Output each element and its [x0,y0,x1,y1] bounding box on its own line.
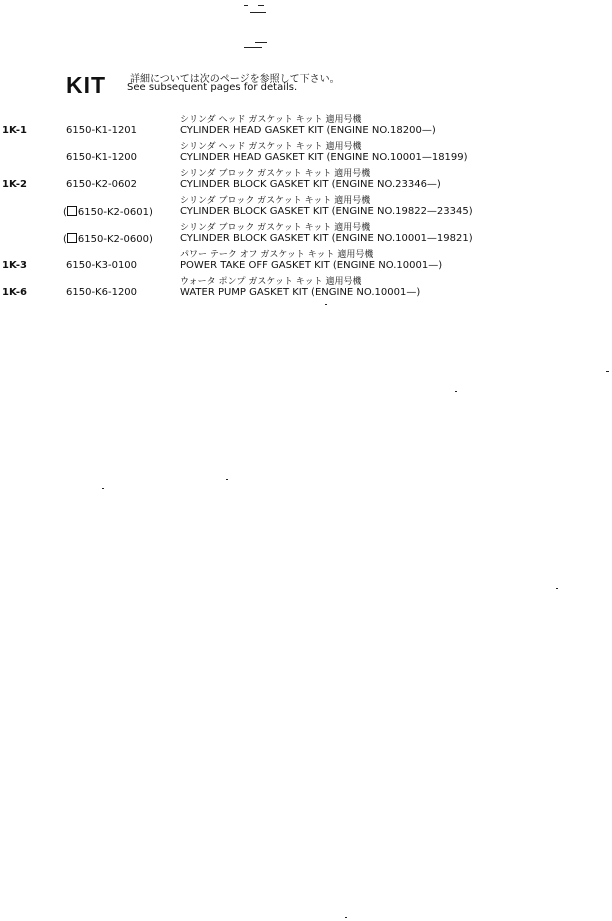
scan-speck [455,391,457,392]
part-number: 6150-K1-1200 [66,152,138,163]
japanese-note: 詳細については次のページを参照して下さい。 [130,74,340,85]
scan-speck [102,488,104,489]
part-description: WATER PUMP GASKET KIT (ENGINE NO.10001—) [180,287,421,298]
part-description: CYLINDER HEAD GASKET KIT (ENGINE NO.10001—18199) [180,152,468,163]
scan-speck [606,371,609,372]
english-note: See subsequent pages for details. [127,82,298,93]
part-number: 6150-K2-0602 [66,179,138,190]
scan-speck [244,47,262,48]
scan-speck [325,304,327,305]
scan-speck [258,5,264,6]
part-number: 6150-K2-0600) [77,234,153,245]
kana-description: シリンダ ブロック ガスケット キット 適用号機 [180,223,371,233]
part-number-wrapper: ( 6150-K2-0601) [63,207,153,218]
kit-row [0,166,612,193]
part-description: CYLINDER HEAD GASKET KIT (ENGINE NO.18200—) [180,125,436,136]
scan-speck [255,42,267,43]
kit-row [0,112,612,139]
part-number: 6150-K1-1201 [66,125,138,136]
checkbox-square-icon [67,233,77,243]
part-description: POWER TAKE OFF GASKET KIT (ENGINE NO.10001—) [180,260,443,271]
scan-speck [226,479,228,480]
page-title: KIT [66,72,107,98]
part-number-wrapper: ( 6150-K2-0600) [63,234,153,245]
kana-description: パワー テーク オフ ガスケット キット 適用号機 [180,250,374,260]
part-description: CYLINDER BLOCK GASKET KIT (ENGINE NO.19822—23345) [180,206,473,217]
scan-speck [250,12,266,13]
part-description: CYLINDER BLOCK GASKET KIT (ENGINE NO.23346—) [180,179,441,190]
part-number: 6150-K6-1200 [66,287,138,298]
reference-number: 1K-6 [2,287,27,298]
kit-row [0,139,612,166]
scan-speck [244,5,248,6]
kana-description: シリンダ ブロック ガスケット キット 適用号機 [180,169,371,179]
kit-row [0,274,612,301]
kit-row [0,193,612,220]
kana-description: シリンダ ブロック ガスケット キット 適用号機 [180,196,371,206]
kit-row [0,220,612,247]
checkbox-square-icon [67,206,77,216]
reference-number: 1K-1 [2,125,27,136]
kana-description: シリンダ ヘッド ガスケット キット 適用号機 [180,115,362,125]
scan-speck [345,917,347,918]
kana-description: シリンダ ヘッド ガスケット キット 適用号機 [180,142,362,152]
scan-speck [556,588,558,589]
kana-description: ウォータ ポンプ ガスケット キット 適用号機 [180,277,362,287]
reference-number: 1K-2 [2,179,27,190]
kit-row [0,247,612,274]
part-number: 6150-K2-0601) [77,207,153,218]
part-number: 6150-K3-0100 [66,260,138,271]
part-description: CYLINDER BLOCK GASKET KIT (ENGINE NO.10001—19821) [180,233,473,244]
reference-number: 1K-3 [2,260,27,271]
